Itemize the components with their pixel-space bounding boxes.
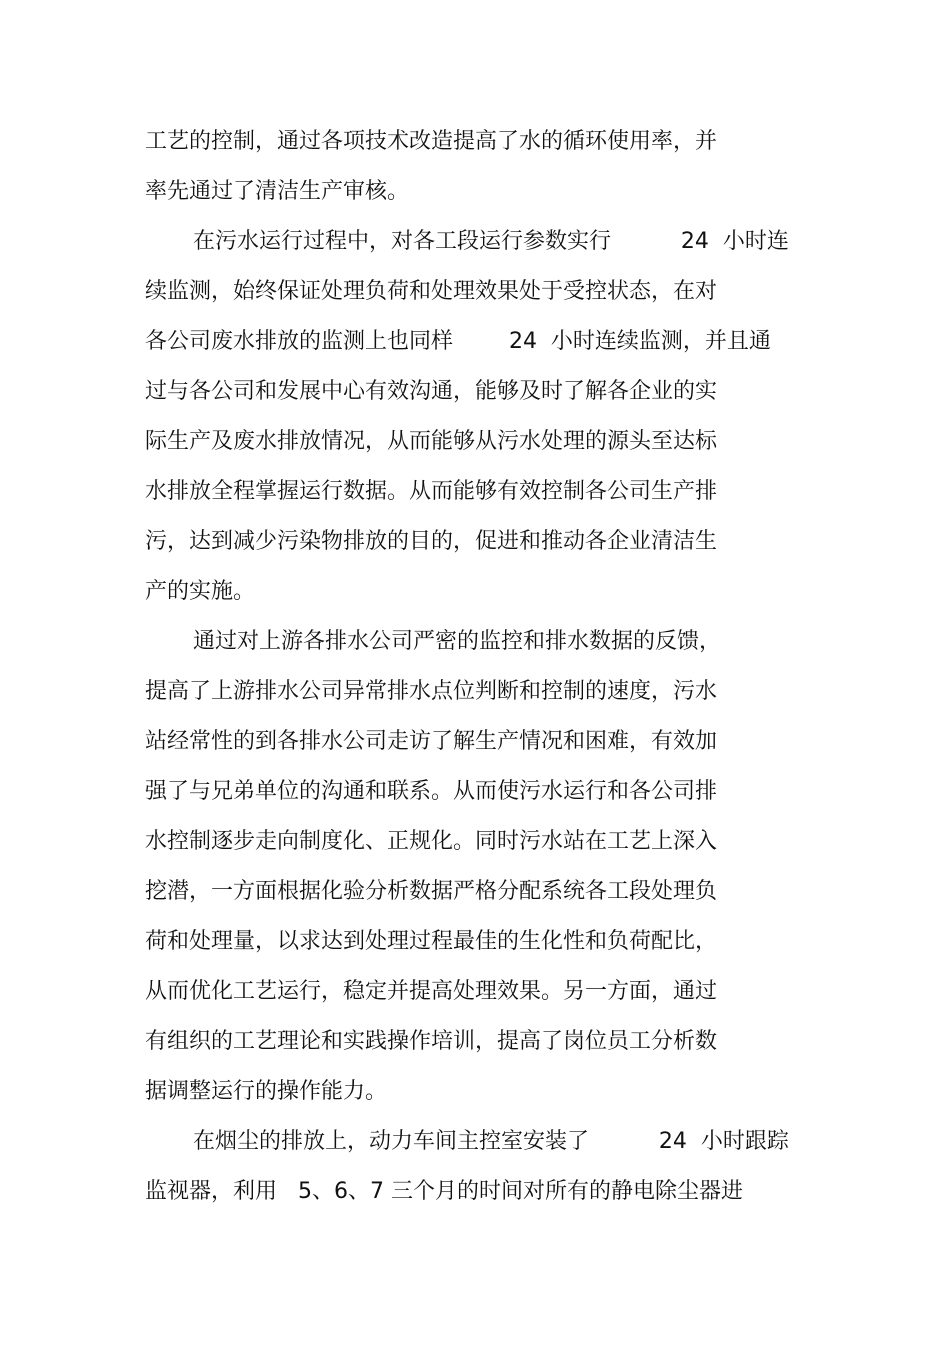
paragraph-first-line: 在污水运行过程中，对各工段运行参数实行 24 小时连 [193, 229, 789, 254]
text-line: 有组织的工艺理论和实践操作培训，提高了岗位员工分析数 [145, 1029, 718, 1054]
text-line: 据调整运行的操作能力。 [145, 1079, 388, 1104]
text-line: 过与各公司和发展中心有效沟通，能够及时了解各企业的实 [145, 379, 718, 404]
text-line: 监视器，利用 5、6、7 三个月的时间对所有的静电除尘器进 [145, 1179, 743, 1204]
text-line: 际生产及废水排放情况，从而能够从污水处理的源头至达标 [145, 429, 718, 454]
text-line: 率先通过了清洁生产审核。 [145, 179, 410, 204]
text-line: 水控制逐步走向制度化、正规化。同时污水站在工艺上深入 [145, 829, 718, 854]
text-line: 续监测，始终保证处理负荷和处理效果处于受控状态，在对 [145, 279, 718, 304]
paragraph-first-line: 在烟尘的排放上，动力车间主控室安装了 24 小时跟踪 [193, 1129, 789, 1154]
text-line: 各公司废水排放的监测上也同样 24 小时连续监测，并且通 [145, 329, 771, 354]
text-line: 挖潜，一方面根据化验分析数据严格分配系统各工段处理负 [145, 879, 718, 904]
text-line: 提高了上游排水公司异常排水点位判断和控制的速度，污水 [145, 679, 718, 704]
text-line: 产的实施。 [145, 579, 256, 604]
text-line: 强了与兄弟单位的沟通和联系。从而使污水运行和各公司排 [145, 779, 718, 804]
paragraph-first-line: 通过对上游各排水公司严密的监控和排水数据的反馈， [193, 629, 722, 654]
text-line: 荷和处理量，以求达到处理过程最佳的生化性和负荷配比， [145, 929, 718, 954]
text-line: 站经常性的到各排水公司走访了解生产情况和困难，有效加 [145, 729, 718, 754]
text-line: 工艺的控制，通过各项技术改造提高了水的循环使用率，并 [145, 129, 718, 154]
text-line: 水排放全程掌握运行数据。从而能够有效控制各公司生产排 [145, 479, 718, 504]
text-line: 污，达到减少污染物排放的目的，促进和推动各企业清洁生 [145, 529, 718, 554]
text-line: 从而优化工艺运行，稳定并提高处理效果。另一方面，通过 [145, 979, 718, 1004]
